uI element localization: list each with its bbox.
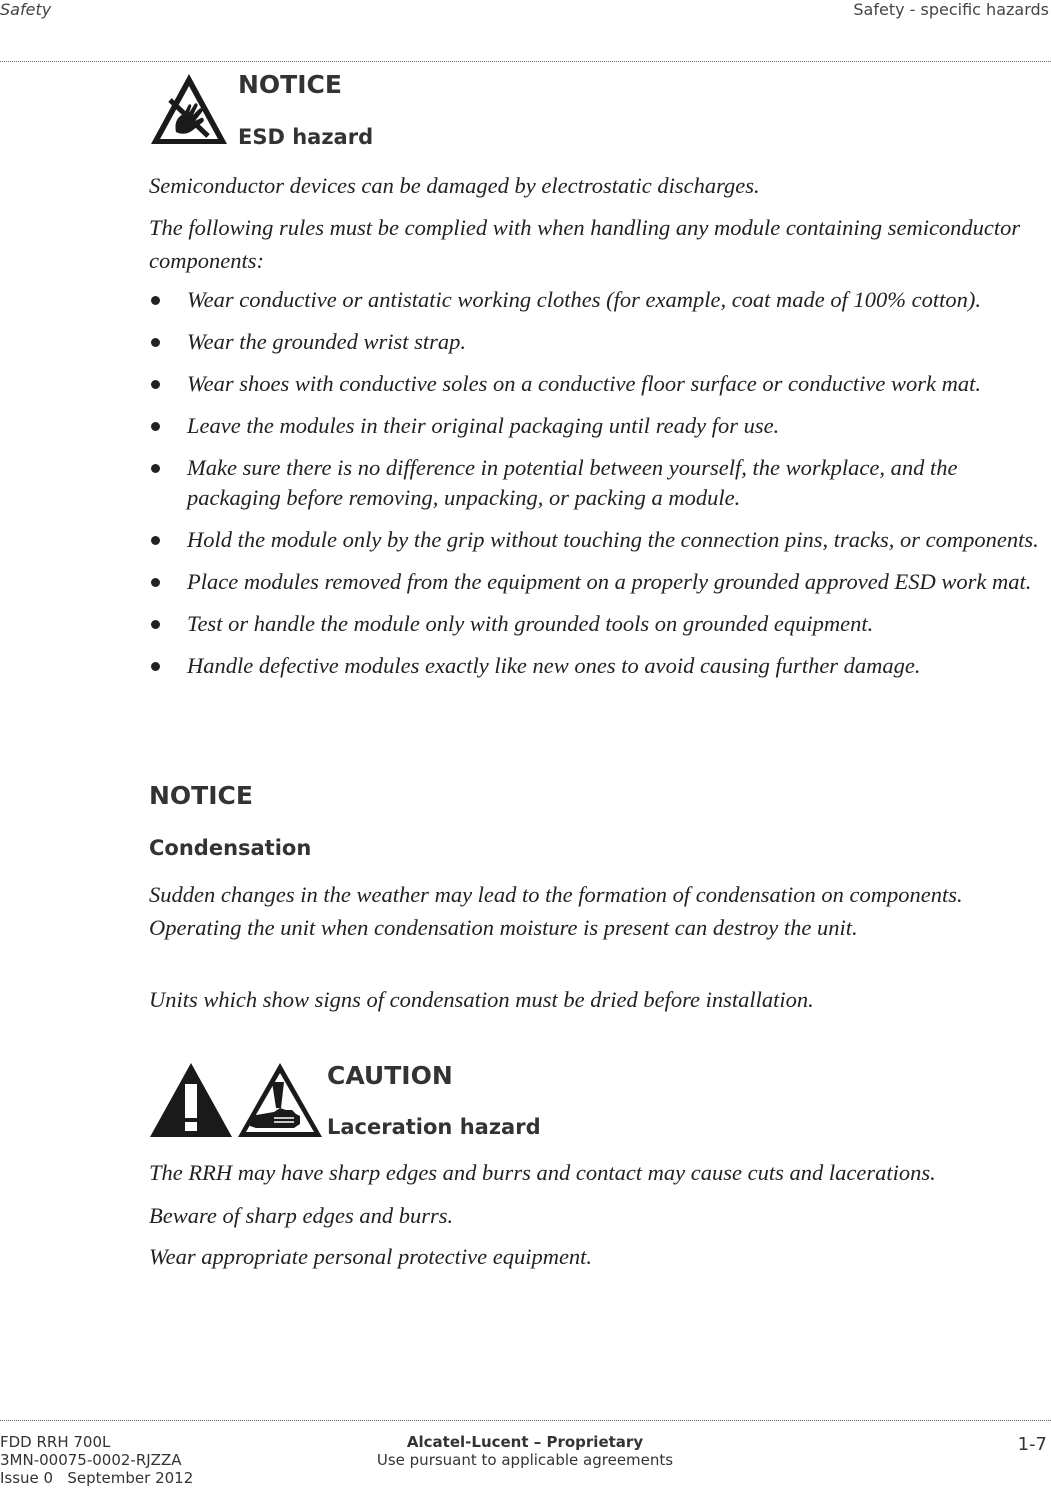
condensation-notice-label: NOTICE	[149, 781, 253, 810]
list-item: Wear conductive or antistatic working clothes (for example, coat made of 100% cotton).	[149, 285, 1039, 315]
bullet-icon	[151, 338, 160, 347]
header-section: Safety	[0, 0, 52, 19]
esd-notice-label: NOTICE	[238, 70, 342, 99]
header-divider	[0, 61, 1051, 62]
bullet-icon	[151, 620, 160, 629]
list-item: Wear shoes with conductive soles on a conductive floor surface or conductive work mat.	[149, 369, 1039, 399]
list-item: Leave the modules in their original packaging until ready for use.	[149, 411, 1039, 441]
bullet-icon	[151, 662, 160, 671]
esd-rules-list	[149, 285, 1039, 693]
footer-proprietary-block	[330, 1433, 720, 1469]
header-topic: Safety - specific hazards	[853, 0, 1049, 19]
list-item: Wear the grounded wrist strap.	[149, 327, 1039, 357]
footer-agreement: Use pursuant to applicable agreements	[376, 1451, 674, 1469]
condensation-notice-title: Condensation	[149, 836, 312, 860]
esd-notice-title: ESD hazard	[238, 125, 374, 149]
footer-doc-number: 3MN-00075-0002-RJZZA	[0, 1451, 182, 1469]
bullet-icon	[151, 536, 160, 545]
list-item: Make sure there is no difference in potential between yourself, the workplace, and the packaging before removing, unpacking, or packing a module.	[149, 453, 1039, 513]
bullet-icon	[151, 422, 160, 431]
esd-intro: Semiconductor devices can be damaged by electrostatic discharges.	[149, 173, 760, 198]
page-number: 1-7	[1017, 1434, 1047, 1455]
bullet-icon	[151, 464, 160, 473]
bullet-icon	[151, 578, 160, 587]
bullet-icon	[151, 380, 160, 389]
caution-text-2: Beware of sharp edges and burrs.	[149, 1203, 454, 1228]
bullet-icon	[151, 296, 160, 305]
footer-divider	[0, 1420, 1051, 1421]
list-item: Test or handle the module only with grounded tools on grounded equipment.	[149, 609, 1039, 639]
footer-doc-info	[0, 1433, 193, 1487]
caution-text-1: The RRH may have sharp edges and burrs and contact may cause cuts and lacerations.	[149, 1160, 936, 1185]
condensation-text-1: Sudden changes in the weather may lead to the formation of condensation on components. Operating the unit when condensation moisture is present can destroy the unit.	[149, 882, 963, 940]
list-item: Handle defective modules exactly like new ones to avoid causing further damage.	[149, 651, 1039, 681]
list-item: Place modules removed from the equipment on a properly grounded approved ESD work mat.	[149, 567, 1039, 597]
footer-proprietary: Alcatel-Lucent – Proprietary	[406, 1433, 644, 1451]
caution-title: Laceration hazard	[327, 1115, 541, 1139]
esd-hazard-icon	[148, 70, 230, 148]
laceration-hazard-icon	[236, 1060, 324, 1140]
caution-text-3: Wear appropriate personal protective equipment.	[149, 1244, 593, 1269]
list-item: Hold the module only by the grip without touching the connection pins, tracks, or components.	[149, 525, 1039, 555]
condensation-text-2: Units which show signs of condensation must be dried before installation.	[149, 987, 814, 1012]
footer-product: FDD RRH 700L	[0, 1433, 111, 1451]
caution-label: CAUTION	[327, 1061, 453, 1090]
esd-rules-intro: The following rules must be complied with when handling any module containing semiconductor components:	[149, 215, 1021, 273]
footer-issue: Issue 0 September 2012	[0, 1469, 194, 1487]
general-warning-icon	[148, 1060, 234, 1140]
